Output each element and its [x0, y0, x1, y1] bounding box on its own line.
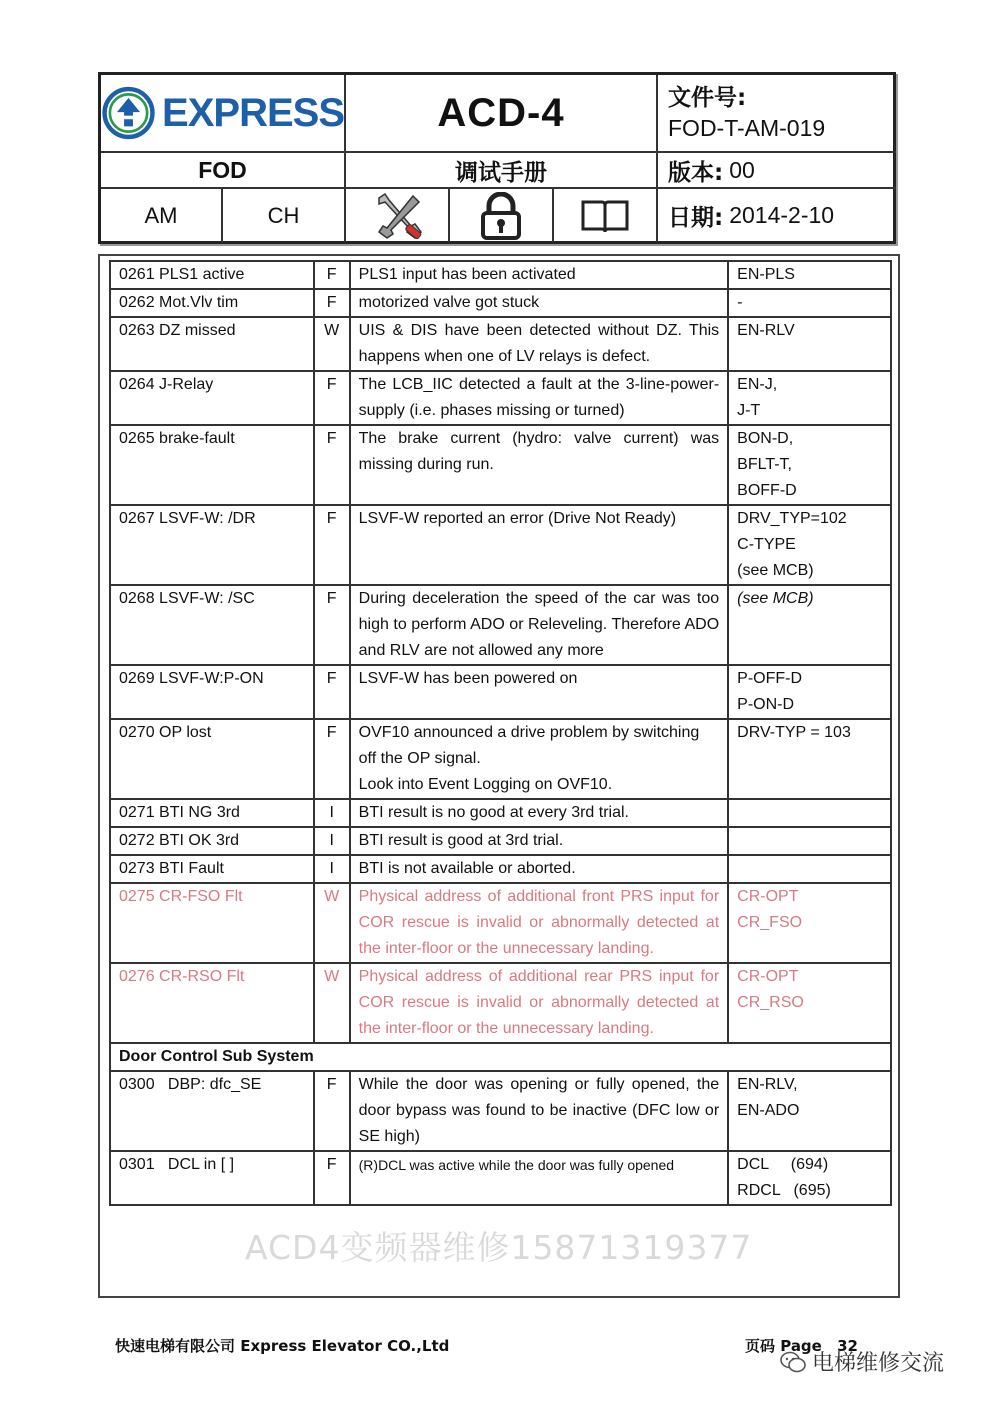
- table-row: [110, 665, 891, 719]
- error-code: 0262 Mot.Vlv tim: [110, 289, 314, 317]
- table-row: [110, 855, 891, 883]
- page-number: 32: [837, 1337, 858, 1355]
- error-code: 0270 OP lost: [110, 719, 314, 799]
- error-code: 0271 BTI NG 3rd: [110, 799, 314, 827]
- error-description: Physical address of additional rear PRS input for COR rescue is invalid or abnormally detected at the inter-floor or the unnecessary landing.: [350, 963, 729, 1043]
- error-description: BTI is not available or aborted.: [350, 855, 729, 883]
- section-row: [110, 1043, 891, 1071]
- table-row: [110, 719, 891, 799]
- error-description: PLS1 input has been activated: [350, 261, 729, 289]
- padlock-cell: [450, 189, 554, 242]
- error-type: W: [314, 883, 350, 963]
- error-reference: DCL (694) RDCL (695): [728, 1151, 891, 1205]
- error-type: I: [314, 827, 350, 855]
- tools-cell: [346, 189, 450, 242]
- error-code: 0265 brake-fault: [110, 425, 314, 505]
- error-type: I: [314, 855, 350, 883]
- wechat-tag: [780, 1346, 944, 1377]
- table-row: [110, 799, 891, 827]
- error-reference: EN-PLS: [728, 261, 891, 289]
- error-description: The brake current (hydro: valve current) was missing during run.: [350, 425, 729, 505]
- error-description: LSVF-W has been powered on: [350, 665, 729, 719]
- table-row: [110, 585, 891, 665]
- error-reference: [728, 799, 891, 827]
- footer-company: 快速电梯有限公司 Express Elevator CO.,Ltd: [115, 1337, 450, 1355]
- error-description: While the door was opening or fully opened, the door bypass was found to be inactive (DFC low or SE high): [350, 1071, 729, 1151]
- error-reference: BON-D, BFLT-T, BOFF-D: [728, 425, 891, 505]
- table-row: [110, 883, 891, 963]
- error-code: 0301 DCL in [ ]: [110, 1151, 314, 1205]
- error-type: F: [314, 585, 350, 665]
- error-type: F: [314, 1151, 350, 1205]
- error-description: BTI result is good at 3rd trial.: [350, 827, 729, 855]
- error-description: UIS & DIS have been detected without DZ. This happens when one of LV relays is defect.: [350, 317, 729, 371]
- watermark: ACD4变频器维修15871319377: [245, 1228, 753, 1267]
- error-code: 0276 CR-RSO Flt: [110, 963, 314, 1043]
- error-code: 0263 DZ missed: [110, 317, 314, 371]
- ref-text: DRV_TYP=102 C-TYPE (see MCB): [737, 510, 847, 579]
- error-reference: CR-OPT CR_RSO: [728, 963, 891, 1043]
- table-row: [110, 317, 891, 371]
- error-reference: [728, 505, 891, 585]
- error-description: The LCB_IIC detected a fault at the 3-line-power-supply (i.e. phases missing or turned): [350, 371, 729, 425]
- error-reference: P-OFF-D P-ON-D: [728, 665, 891, 719]
- document-number-label: 文件号:: [668, 85, 747, 111]
- error-reference: -: [728, 289, 891, 317]
- express-logo-icon: [101, 82, 156, 144]
- error-code-table: [109, 260, 892, 1206]
- error-code: 0272 BTI OK 3rd: [110, 827, 314, 855]
- manual-type: 调试手册: [346, 153, 658, 189]
- department: FOD: [101, 153, 346, 189]
- error-type: I: [314, 799, 350, 827]
- logo-wordmark: EXPRESS: [162, 90, 344, 135]
- table-row: [110, 827, 891, 855]
- company-logo: [101, 75, 346, 153]
- document-title: ACD-4: [346, 75, 658, 153]
- version-label: 版本:: [668, 159, 724, 186]
- version-value: 00: [729, 156, 755, 183]
- error-code: 0261 PLS1 active: [110, 261, 314, 289]
- error-type: F: [314, 505, 350, 585]
- wechat-icon: [780, 1351, 806, 1373]
- page-label: 页码 Page: [745, 1337, 822, 1355]
- table-row: [110, 371, 891, 425]
- error-type: F: [314, 289, 350, 317]
- tools-icon: [371, 192, 423, 240]
- table-row: [110, 425, 891, 505]
- error-reference: [728, 855, 891, 883]
- version-cell: [658, 153, 896, 189]
- error-type: F: [314, 665, 350, 719]
- error-code: 0268 LSVF-W: /SC: [110, 585, 314, 665]
- wechat-account-name: 电梯维修交流: [812, 1351, 945, 1376]
- table-row: [110, 1071, 891, 1151]
- error-code-table-frame: [98, 254, 900, 1298]
- error-reference: [728, 827, 891, 855]
- error-description: During deceleration the speed of the car was too high to perform ADO or Releveling. Therefore ADO and RLV are not allowed any more: [350, 585, 729, 665]
- table-row: [110, 261, 891, 289]
- error-code: 0269 LSVF-W:P-ON: [110, 665, 314, 719]
- document-header: [98, 72, 896, 244]
- error-code: 0264 J-Relay: [110, 371, 314, 425]
- section-title: Door Control Sub System: [110, 1043, 891, 1071]
- error-reference: CR-OPT CR_FSO: [728, 883, 891, 963]
- date-cell: [658, 189, 896, 242]
- error-description: LSVF-W reported an error (Drive Not Ready): [350, 505, 729, 585]
- error-type: F: [314, 425, 350, 505]
- document-number: FOD-T-AM-019: [668, 115, 826, 141]
- padlock-icon: [479, 192, 523, 240]
- table-row: [110, 1151, 891, 1205]
- open-book-icon: [580, 198, 630, 234]
- error-reference: EN-RLV, EN-ADO: [728, 1071, 891, 1151]
- am-label: AM: [101, 189, 223, 242]
- date-value: 2014-2-10: [729, 202, 835, 228]
- date-label: 日期:: [668, 205, 724, 231]
- error-type: W: [314, 963, 350, 1043]
- error-description: BTI result is no good at every 3rd trial.: [350, 799, 729, 827]
- table-row: [110, 289, 891, 317]
- error-reference: EN-RLV: [728, 317, 891, 371]
- error-reference: DRV-TYP = 103: [728, 719, 891, 799]
- error-code: 0275 CR-FSO Flt: [110, 883, 314, 963]
- ch-label: CH: [223, 189, 346, 242]
- document-number-cell: [658, 75, 896, 153]
- error-description: motorized valve got stuck: [350, 289, 729, 317]
- error-type: F: [314, 261, 350, 289]
- error-code: 0273 BTI Fault: [110, 855, 314, 883]
- error-type: F: [314, 719, 350, 799]
- error-code: 0300 DBP: dfc_SE: [110, 1071, 314, 1151]
- table-row: [110, 505, 891, 585]
- book-cell: [554, 189, 658, 242]
- error-reference: (see MCB): [728, 585, 891, 665]
- error-reference: EN-J, J-T: [728, 371, 891, 425]
- table-row: [110, 963, 891, 1043]
- error-type: W: [314, 317, 350, 371]
- error-description: (R)DCL was active while the door was fully opened: [350, 1151, 729, 1205]
- error-description: OVF10 announced a drive problem by switching off the OP signal. Look into Event Logging on OVF10.: [350, 719, 729, 799]
- error-description: Physical address of additional front PRS input for COR rescue is invalid or abnormally detected at the inter-floor or the unnecessary landing.: [350, 883, 729, 963]
- error-code: 0267 LSVF-W: /DR: [110, 505, 314, 585]
- error-type: F: [314, 1071, 350, 1151]
- error-type: F: [314, 371, 350, 425]
